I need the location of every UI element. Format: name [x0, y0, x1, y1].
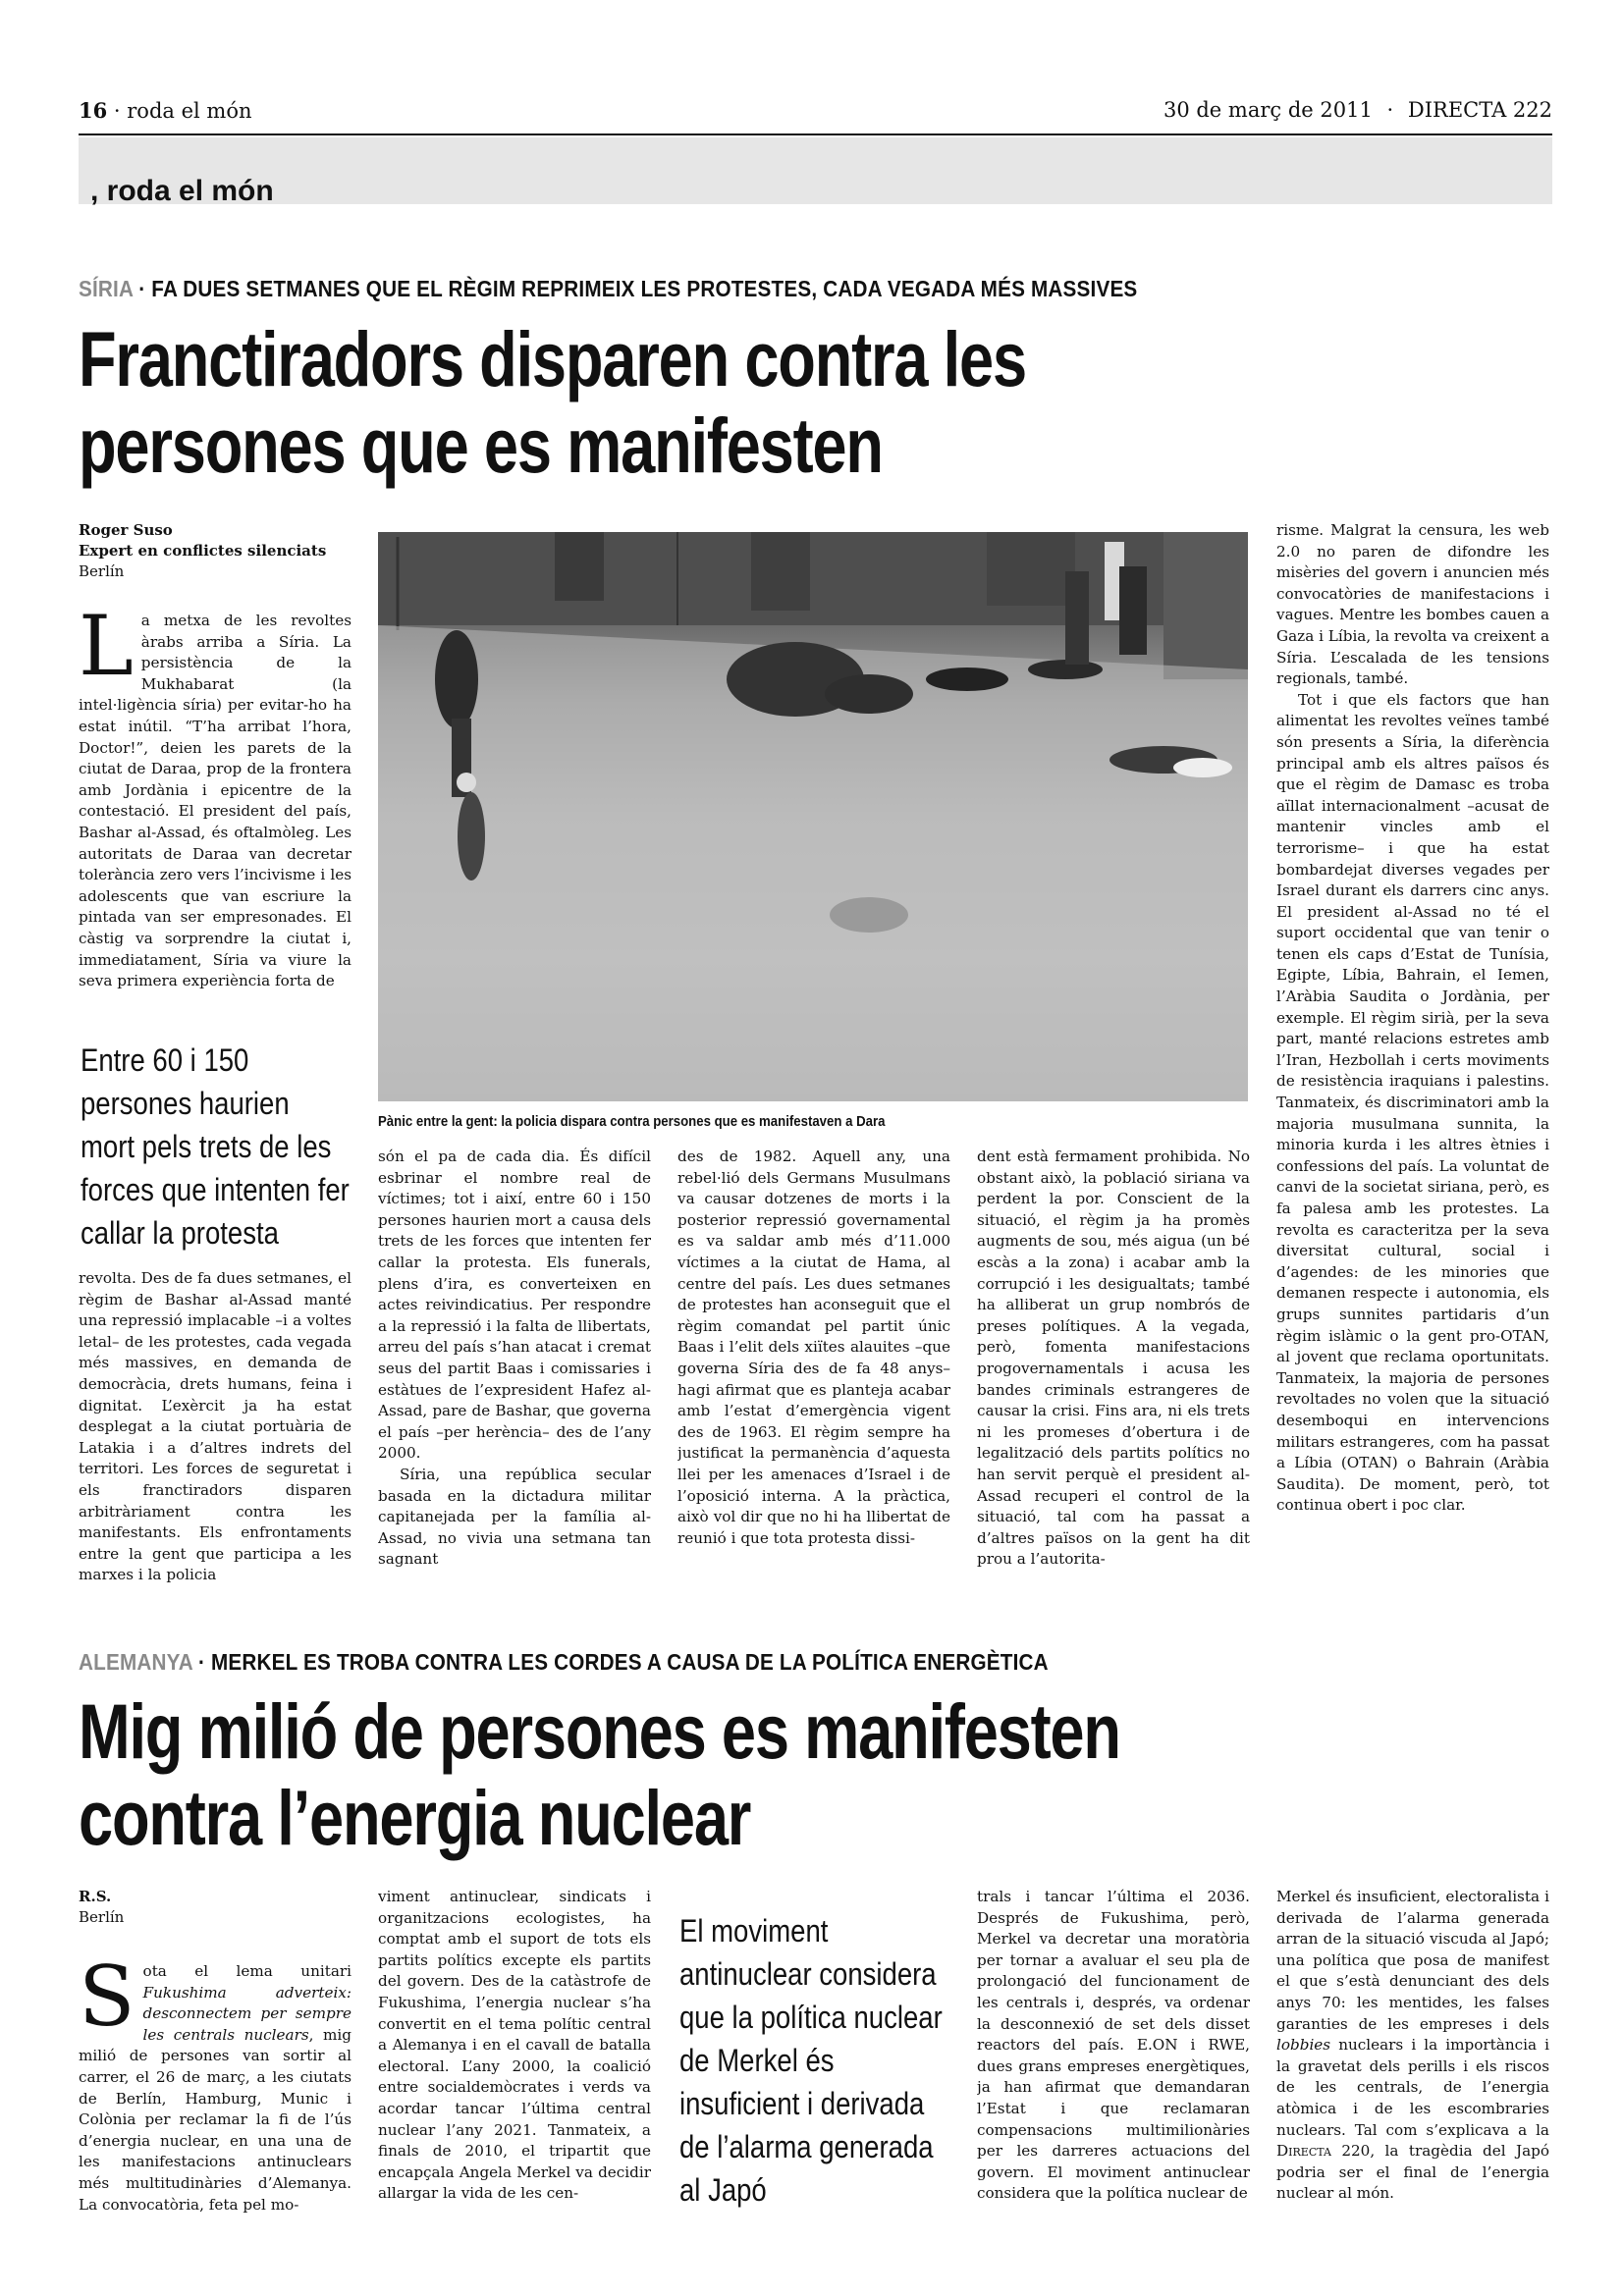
article2-col4-text: trals i tancar l’última el 2036. Després de Fukushima, però, Merkel va decretar una moratòria per tornar a avaluar el seu pla de prolongació del funcionament de les centrals i, després, va ordenar la desconnexió de set dels disset reactors del país. E.ON i RWE, dues grans empreses energètiques, ja han afirmat que demandaran l’Estat i que reclamaran compensacions multimilionàries per les darreres actuacions del govern. El moviment antinuclear considera que la política nuclear de — [977, 1888, 1250, 2203]
article2-column-2 — [378, 1887, 651, 2216]
photo-caption: Pànic entre la gent: la policia dispara contra persones que es manifestaven a Dara — [378, 1113, 886, 1130]
article2-column-1 — [79, 1961, 352, 2216]
article1-col3-text: des de 1982. Aquell any, una rebel·lió dels Germans Musulmans va causar dotzenes de morts i la posterior repressió governamental es va saldar amb més d’11.000 víctimes a la ciutat de Hama, al centre del país. Les dues setmanes de protestes han aconseguit que el règim comandat pel partit únic Baas i l’elit dels xiïtes alauites –que governa Síria des de fa 48 anys– hagi afirmat que es planteja acabar amb l’estat d’emergència vigent des de 1963. El règim sempre ha justificat la permanència d’aquesta llei per les amenaces d’Israel i de l’oposició interna. A la pràctica, això vol dir que no hi ha llibertat de reunió i que tota protesta dissi- — [677, 1148, 950, 1547]
article1-kicker — [79, 276, 1137, 302]
article1-column-1b — [79, 1268, 352, 1612]
article1-byline — [79, 520, 363, 582]
article2-kicker-text: · MERKEL ES TROBA CONTRA LES CORDES A CAUSA DE LA POLÍTICA ENERGÈTICA — [192, 1649, 1049, 1675]
article2-location: Berlín — [79, 1908, 125, 1926]
section-band-title: , roda el món — [90, 175, 274, 207]
article2-author: R.S. — [79, 1888, 112, 1905]
page-number: 16 — [79, 98, 108, 123]
folio-right — [1163, 98, 1552, 122]
article1-headline — [79, 316, 1026, 489]
article1-dropcap: L — [79, 611, 134, 694]
article2-dropcap: S — [79, 1961, 135, 2045]
article1-col1-text: a metxa de les revoltes àrabs arriba a Síria. La persistència de la Mukhabarat (la intel·ligència síria) per evitar-ho ha estat inútil. “T’ha arribat l’hora, Doctor!”, deien les parets de la ciutat de Daraa, prop de la frontera amb Jordània i epicentre de la contestació. El president del país, Bashar al-Assad, és oftalmòleg. Les autoritats de Daraa van decretar tolerància zero vers l’incivisme i les adolescents que van escriure la pintada van ser empresonades. El càstig va sorprendre la ciutat i, immediatament, Síria va viure la seva primera experiència forta de — [79, 612, 352, 990]
article2-column-5 — [1276, 1887, 1549, 2216]
photo-street-scene-illustration — [378, 532, 1248, 1101]
article2-headline — [79, 1688, 1120, 1861]
article1-col2-p1: són el pa de cada dia. És difícil esbrinar el nombre real de víctimes; tot i així, entre 60 i 150 persones haurien mort a causa dels trets de les forces que intenten fer callar la protesta. Els funerals, plens d’ira, es converteixen en actes reivindicatius. Per respondre a la repressió i la falta de llibertats, arreu del país s’han atacat i cremat seus del partit Baas i comissaries i estàtues de l’expresident Hafez al-Assad, pare de Bashar, que governa el país –per herència– des de l’any 2000. — [378, 1148, 651, 1463]
article1-column-2 — [378, 1147, 651, 1612]
article1-photo — [378, 532, 1248, 1101]
article2-col1-slogan: Fukushima adverteix: desconnectem per sempre les centrals nuclears — [142, 1983, 352, 2044]
article1-pull-quote: Entre 60 i 150 persones haurien mort pels trets de les forces que intenten fer callar la protesta — [81, 1042, 350, 1251]
article1-headline-line2: persones que es manifesten — [79, 401, 883, 489]
article1-col4-text: dent està fermament prohibida. No obstant això, la població siriana va perdent la por. Conscient de la situació, el règim ja ha promès augments de sou, més aigua (un bé escàs a la zona) i acabar amb la corrupció i les desigualtats; també ha alliberat un grup nombrós de preses polítiques. A la vegada, però, fomenta manifestacions progovernamentals i acusa les bandes criminals estrangeres de causar la crisi. Fins ara, ni els trets ni les promeses d’obertura i de legalització dels partits polítics no han servit perquè el president al-Assad recuperi el control de la situació, tal com ha passat a d’altres països on la gent ha dit prou a l’autorita- — [977, 1148, 1250, 1569]
article1-col5-p2: Tot i que els factors que han alimentat les revoltes veïnes també són presents a Síria, la diferència principal amb els altres països és que el règim de Damasc es troba aïllat internacionalment –acusat de mantenir vincles amb el terrorisme– i que ha estat bombardejat diverses vegades per Israel durant els darrers cinc anys. El president al-Assad no té el suport occidental que van tenir o tenen els caps d’Estat de Tunísia, Egipte, Líbia, Bahrain, el Iemen, l’Aràbia Saudita o Jordània, per exemple. El règim sirià, per la seva part, manté relacions estretes amb l’Iran, Hezbollah i certs moviments de resistència iraquians i palestins. Tanmateix, és discriminatori amb la majoria musulmana sunnita, la minoria kurda i les altres ètnies i confessions del país. La voluntat de canvi de la societat siriana, però, es fa palesa amb les protestes. La revolta es caracteritza per la seva diversitat cultural, social i d’agendes: de les minories que demanen respecte i autonomia, els grups sunnites partidaris d’un règim islàmic o la gent pro-OTAN, al jovent que reclama oportunitats. Tanmateix, la majoria de persones revoltades no volen que la situació desemboqui en intervencions militars estrangeres, com ha passat a Líbia (OTAN) o Bahrain (Aràbia Saudita). De moment, però, tot continua obert i poc clar. — [1276, 690, 1549, 1515]
article2-pull-quote: El moviment antinuclear considera que la política nuclear de Merkel és insuficient i derivada de l’alarma generada al Japó — [679, 1913, 943, 2208]
article1-column-4 — [977, 1147, 1250, 1612]
article1-author: Roger Suso — [79, 521, 173, 539]
article2-col2-text: viment antinuclear, sindicats i organitzacions ecologistes, ha comptat amb el suport de tots els partits polítics excepte els partits del govern. Des de la catàstrofe de Fukushima, l’energia nuclear s’ha convertit en el tema polític central a Alemanya i en el cavall de batalla electoral. L’any 2000, la coalició entre socialdemòcrates i verds va acordar tancar l’última central nuclear l’any 2021. Tanmateix, a finals de 2010, el tripartit que encapçala Angela Merkel va decidir allargar la vida de les cen- — [378, 1888, 651, 2203]
article1-column-5 — [1276, 520, 1549, 1612]
article2-col5-b: nuclears i la importància i la gravetat dels perills i els riscos de les centrals, de l’energia atòmica i de les escombraries nuclears. Tal com s’explicava a la — [1276, 2036, 1549, 2139]
article2-col1-lead: ota el lema unitari — [142, 1962, 352, 1980]
header-rule — [79, 133, 1552, 135]
article2-col5-a: Merkel és insuficient, electoralista i derivada de l’alarma generada arran de la situació viscuda al Japó; una política que posa de manifest el que s’està denunciant des dels anys 70: les mentides, les falses garanties de les empreses i dels — [1276, 1888, 1549, 2033]
article2-kicker-country: ALEMANYA — [79, 1649, 193, 1675]
section-name: · roda el món — [113, 99, 252, 123]
article2-col1-rest: , mig milió de persones van sortir al carrer, el 26 de març, a les ciutats de Berlín, Hamburg, Munic i Colònia per reclamar la fi de l’ús d’energia nuclear, en una una de les manifestacions antinuclears més multitudinàries d’Alemanya. La convocatòria, feta pel mo- — [79, 2025, 352, 2214]
section-band — [79, 137, 1552, 207]
article1-col5-p1: risme. Malgrat la censura, les web 2.0 no paren de difondre les misèries del govern i anuncien més convocatòries de manifestacions i vagues. Mentre les bombes cauen a Gaza i Líbia, la revolta va creixent a Síria. L’escalada de les tensions regionals, també. — [1276, 521, 1549, 688]
issue-date: 30 de març de 2011 — [1163, 98, 1373, 122]
article2-kicker — [79, 1649, 1049, 1676]
article1-headline-line1: Franctiradors disparen contra les — [79, 315, 1026, 402]
article2-headline-line2: contra l’energia nuclear — [79, 1774, 751, 1861]
article1-col2-p2: Síria, una república secular basada en la dictadura militar capitanejada per la família al-Assad, no vivia una setmana tan sagnant — [378, 1465, 651, 1569]
article2-col5-lobbies: lobbies — [1276, 2036, 1331, 2055]
article1-author-role: Expert en conflictes silenciats — [79, 542, 327, 560]
article2-column-4 — [977, 1887, 1250, 2216]
article1-kicker-country: SÍRIA — [79, 276, 134, 301]
article1-location: Berlín — [79, 562, 125, 580]
article2-byline — [79, 1887, 353, 1928]
folio-separator: · — [1386, 98, 1394, 122]
article1-kicker-text: · FA DUES SETMANES QUE EL RÈGIM REPRIMEIX LES PROTESTES, CADA VEGADA MÉS MASSIVES — [133, 276, 1138, 301]
article1-column-3 — [677, 1147, 950, 1612]
folio-left — [79, 98, 252, 123]
article2-headline-line1: Mig milió de persones es manifesten — [79, 1687, 1120, 1775]
article1-col1b-text: revolta. Des de fa dues setmanes, el règim de Bashar al-Assad manté una repressió implacable –i a voltes letal– de les protestes, cada vegada més massives, en demanda de democràcia, drets humans, feina i dignitat. L’exèrcit ja ha estat desplegat a la ciutat portuària de Latakia i a d’altres indrets del territori. Les forces de seguretat i els franctiradors disparen arbitràriament contra les manifestants. Els enfrontaments entre la gent que participa a les marxes i la policia — [79, 1269, 352, 1584]
article1-column-1 — [79, 611, 352, 1021]
article2-col5-c: 220, la tragèdia del Japó podria ser el final de l’energia nuclear al món. — [1276, 2142, 1549, 2203]
article2-col5-directa: Directa — [1276, 2142, 1331, 2161]
publication-issue: DIRECTA 222 — [1407, 98, 1552, 122]
